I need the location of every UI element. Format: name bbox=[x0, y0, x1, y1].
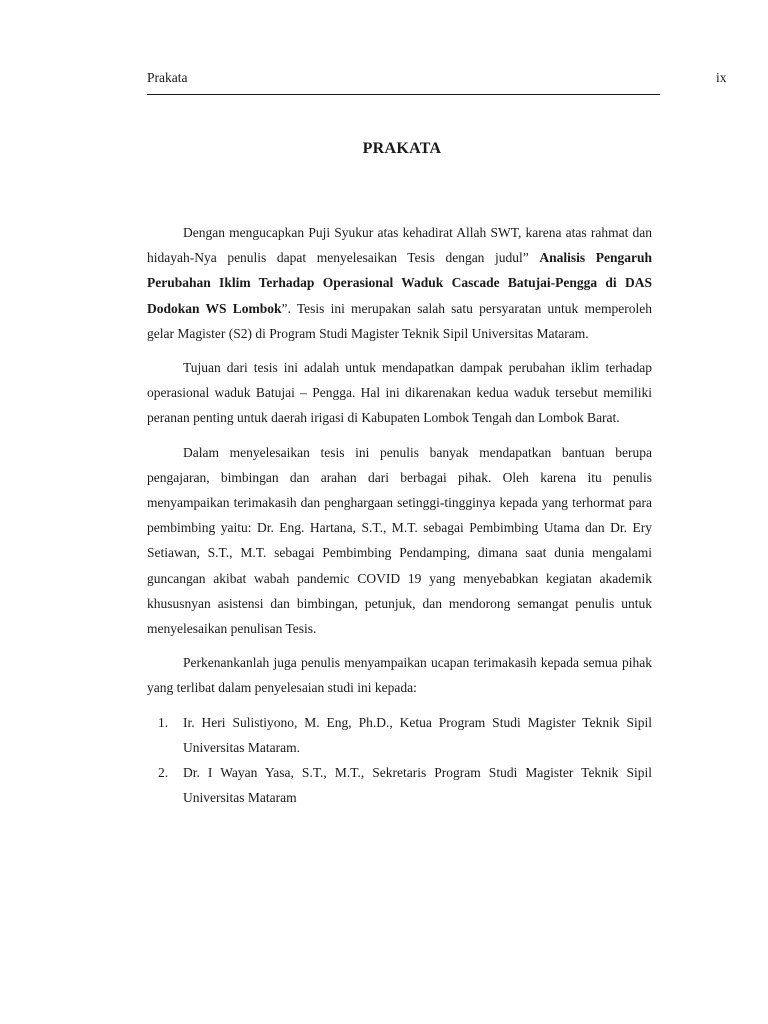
section-heading: PRAKATA bbox=[362, 140, 442, 157]
body-text bbox=[147, 220, 652, 810]
paragraph-1 bbox=[147, 220, 652, 346]
thesis-title: Analisis Pengaruh Perubahan Iklim Terhadap Operasional Waduk Cascade Batujai-Pengga di DAS Dodokan WS Lombok bbox=[147, 250, 652, 316]
list-item-text: Ir. Heri Sulistiyono, M. Eng, Ph.D., Ketua Program Studi Magister Teknik Sipil Universitas Mataram. bbox=[183, 714, 652, 755]
acknowledgement-list bbox=[147, 710, 652, 811]
list-item-number: 1. bbox=[158, 714, 169, 730]
list-item-number: 2. bbox=[158, 765, 169, 781]
paragraph-4: Perkenankanlah juga penulis menyampaikan ucapan terimakasih kepada semua pihak yang terlibat dalam penyelesaian studi ini kepada: bbox=[147, 655, 652, 696]
running-header bbox=[147, 68, 660, 95]
paragraph-1-intro: Dengan mengucapkan Puji Syukur atas kehadirat Allah SWT, karena atas rahmat dan hidayah-Nya penulis dapat menyelesaikan Tesis dengan judul” bbox=[147, 225, 652, 266]
paragraph-3: Dalam menyelesaikan tesis ini penulis banyak mendapatkan bantuan berupa pengajaran, bimbingan dan arahan dari berbagai pihak. Oleh karena itu penulis menyampaikan terimakasih dan penghargaan setinggi-tingginya kepada yang terhormat para pembimbing yaitu: Dr. Eng. Hartana, S.T., M.T. sebagai Pembimbing Utama dan Dr. Ery Setiawan, S.T., M.T. sebagai Pembimbing Pendamping, dimana saat dunia mengalami guncangan akibat wabah pandemic COVID 19 yang menyebabkan kegiatan akademik khususnyan asistensi dan bimbingan, petunjuk, dan mendorong semangat penulis untuk menyelesaikan penulisan Tesis. bbox=[147, 444, 652, 637]
paragraph-2: Tujuan dari tesis ini adalah untuk mendapatkan dampak perubahan iklim terhadap operasional waduk Batujai – Pengga. Hal ini dikarenakan kedua waduk tersebut memiliki peranan penting untuk daerah irigasi di Kabupaten Lombok Tengah dan Lombok Barat. bbox=[147, 360, 652, 426]
running-title: Prakata bbox=[147, 70, 188, 85]
paragraph-1-outro: ”. Tesis ini merupakan salah satu persyaratan untuk memperoleh gelar Magister (S2) di Program Studi Magister Teknik Sipil Universitas Mataram. bbox=[147, 300, 652, 341]
list-item bbox=[147, 710, 652, 760]
list-item bbox=[147, 760, 652, 810]
page-number: ix bbox=[716, 70, 727, 85]
list-item-text: Dr. I Wayan Yasa, S.T., M.T., Sekretaris Program Studi Magister Teknik Sipil Universitas Mataram bbox=[183, 765, 652, 806]
